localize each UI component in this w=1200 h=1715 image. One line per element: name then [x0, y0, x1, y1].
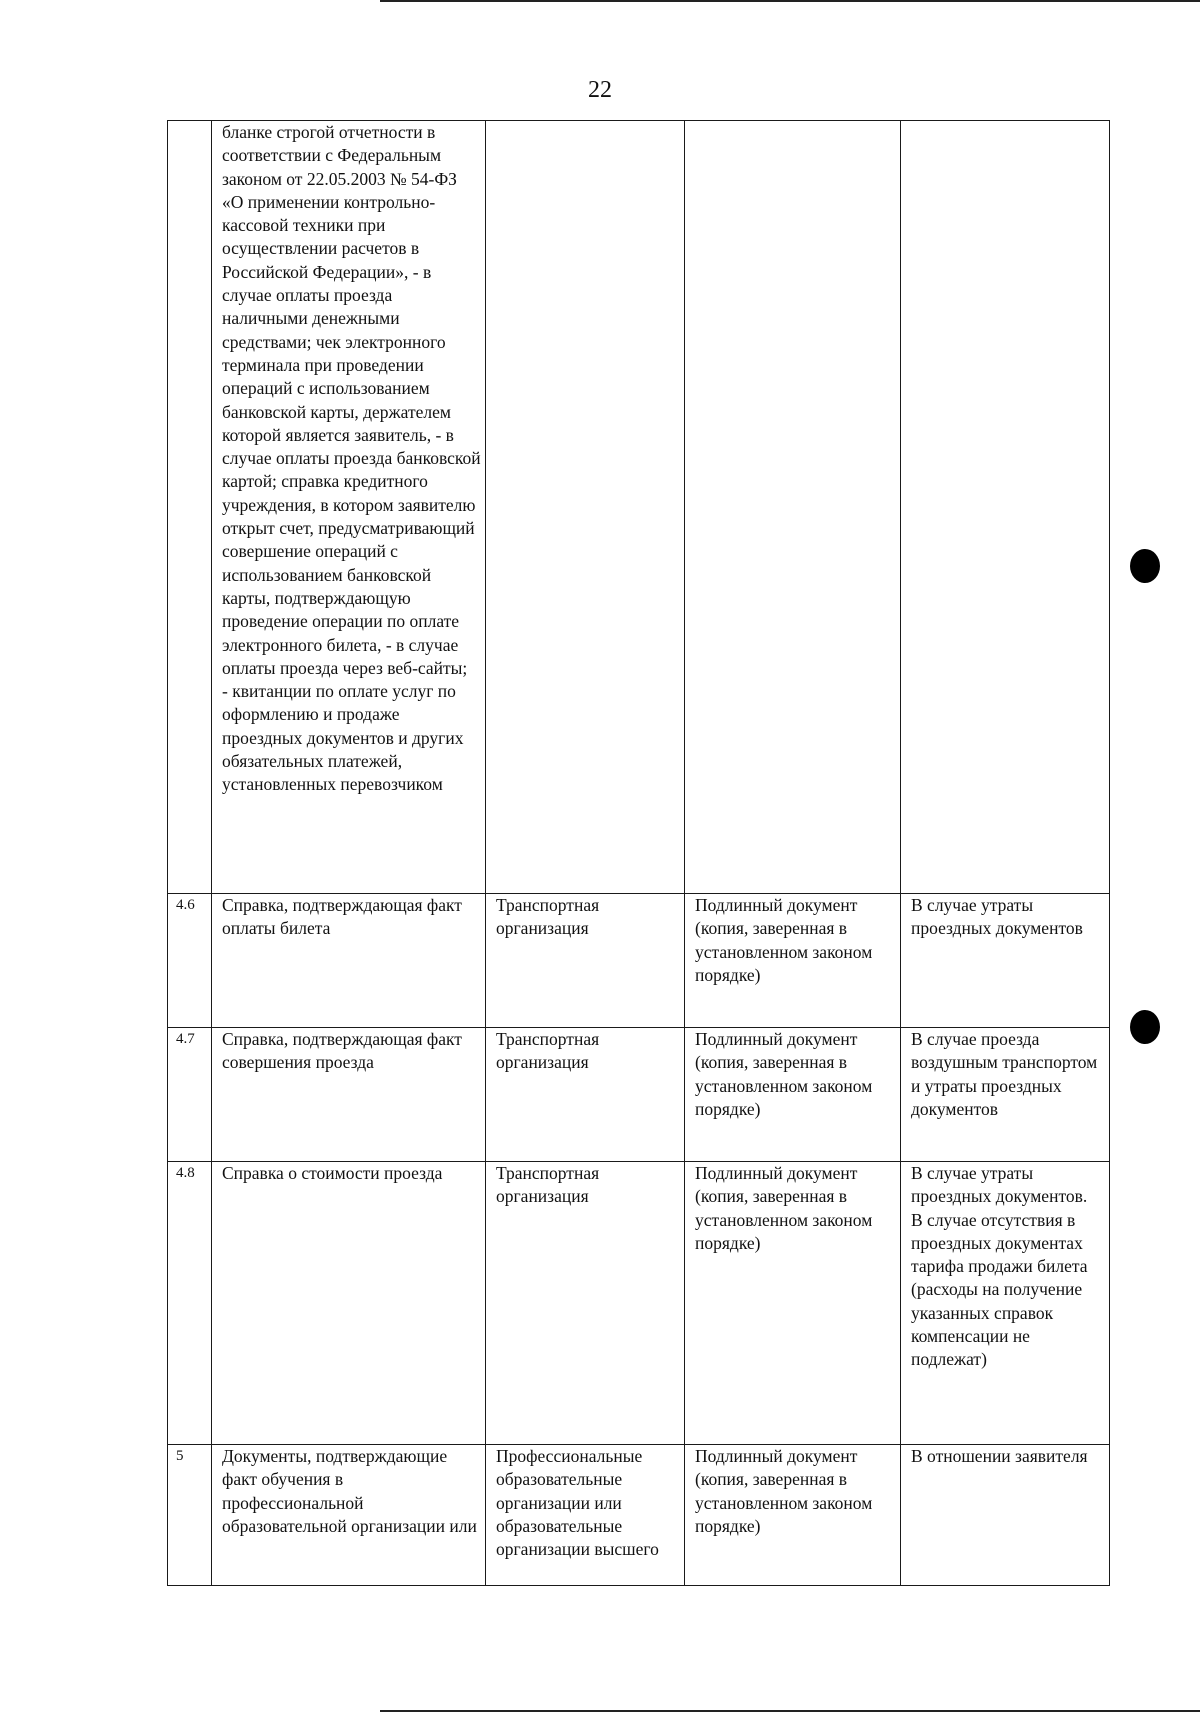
- row-number: 5: [168, 1445, 212, 1586]
- scan-edge-bottom: [380, 1710, 1200, 1712]
- form-cell: Подлинный документ (копия, заверенная в установленном законом порядке): [685, 894, 901, 1028]
- table-row: [168, 121, 1110, 894]
- scan-edge-top: [380, 0, 1200, 2]
- table-row: [168, 1445, 1110, 1586]
- document-name-cell: Справка, подтверждающая факт оплаты билета: [212, 894, 486, 1028]
- note-cell: В случае утраты проездных документов: [901, 894, 1110, 1028]
- note-cell: [901, 1162, 1110, 1445]
- table-row: [168, 1162, 1110, 1445]
- form-cell: Подлинный документ (копия, заверенная в установленном законом порядке): [685, 1162, 901, 1445]
- document-name-cell: Документы, подтверждающие факт обучения в профессиональной образовательной организации или: [212, 1445, 486, 1586]
- source-cell: Транспортная организация: [486, 894, 685, 1028]
- form-cell: [685, 121, 901, 894]
- hole-punch-mark: [1130, 549, 1160, 583]
- documents-table: [167, 120, 1110, 1586]
- row-number: [168, 121, 212, 894]
- hole-punch-mark: [1130, 1010, 1160, 1044]
- row-number: 4.8: [168, 1162, 212, 1445]
- note-cell: В случае проезда воздушным транспортом и утраты проездных документов: [901, 1028, 1110, 1162]
- page-number: 22: [588, 77, 612, 103]
- table-row: [168, 894, 1110, 1028]
- source-cell: Профессиональные образовательные организации или образовательные организации высшего: [486, 1445, 685, 1586]
- form-cell: Подлинный документ (копия, заверенная в установленном законом порядке): [685, 1028, 901, 1162]
- source-cell: Транспортная организация: [486, 1162, 685, 1445]
- form-cell: Подлинный документ (копия, заверенная в установленном законом порядке): [685, 1445, 901, 1586]
- row-number: 4.6: [168, 894, 212, 1028]
- document-name-cell: Справка, подтверждающая факт совершения проезда: [212, 1028, 486, 1162]
- document-name-cell: [212, 121, 486, 894]
- note-cell: [901, 121, 1110, 894]
- document-name: бланке строгой отчетности в соответствии с Федеральным законом от 22.05.2003 № 54-ФЗ «О применении контрольно-кассовой техники при осуществлении расчетов в Российской Федерации», - в случае оплаты проезда наличными денежными средствами; чек электронного терминала при проведении операций с использованием банковской карты, держателем которой является заявитель, - в случае оплаты проезда банковской картой; справка кредитного учреждения, в котором заявителю открыт счет, предусматривающий совершение операций с использованием банковской карты, подтверждающую проведение операции по оплате электронного билета, - в случае оплаты проезда через веб-сайты; - квитанции по оплате услуг по оформлению и продаже проездных документов и других обязательных платежей, установленных перевозчиком: [222, 122, 481, 795]
- row-number: 4.7: [168, 1028, 212, 1162]
- document-name-cell: Справка о стоимости проезда: [212, 1162, 486, 1445]
- source-cell: Транспортная организация: [486, 1028, 685, 1162]
- note-text: В случае утраты проездных документов. В случае отсутствия в проездных документах тарифа продажи билета (расходы на получение указанных справок компенсации не подлежат): [911, 1163, 1088, 1370]
- table-row: [168, 1028, 1110, 1162]
- note-cell: В отношении заявителя: [901, 1445, 1110, 1586]
- source-cell: [486, 121, 685, 894]
